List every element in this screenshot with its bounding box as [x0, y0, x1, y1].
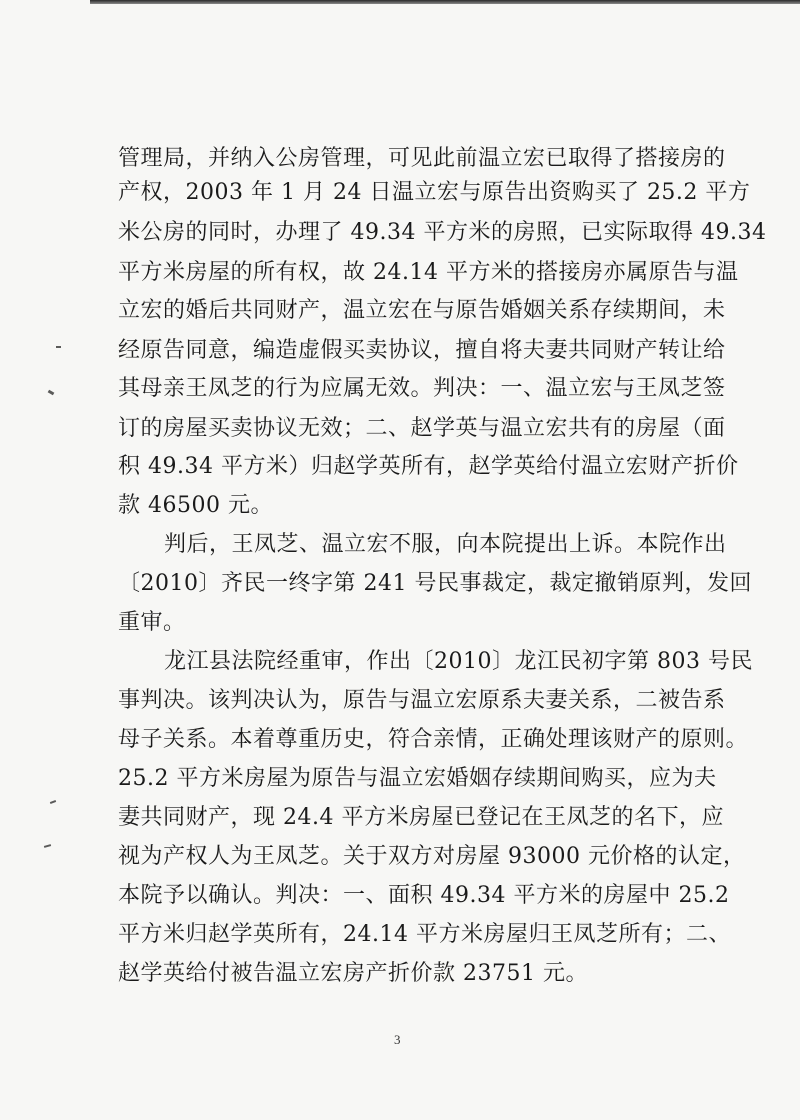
text-line: 视为产权人为王凤芝。关于双方对房屋 93000 元价格的认定，	[118, 844, 746, 869]
text-line: 积 49.34 平方米）归赵学英所有，赵学英给付温立宏财产折价	[118, 454, 739, 479]
scan-speck	[44, 844, 51, 848]
text-line: 本院予以确认。判决：一、面积 49.34 平方米的房屋中 25.2	[118, 883, 730, 908]
text-line: 龙江县法院经重审，作出〔2010〕龙江民初字第 803 号民	[164, 649, 753, 674]
text-line: 赵学英给付被告温立宏房产折价款 23751 元。	[118, 961, 588, 986]
text-line: 订的房屋买卖协议无效；二、赵学英与温立宏共有的房屋（面	[118, 416, 726, 441]
text-line: 事判决。该判决认为，原告与温立宏原系夫妻关系，二被告系	[118, 688, 726, 713]
text-line: 立宏的婚后共同财产，温立宏在与原告婚姻关系存续期间，未	[118, 298, 726, 323]
text-line: 米公房的同时，办理了 49.34 平方米的房照，已实际取得 49.34	[118, 220, 767, 245]
scan-speck	[48, 390, 55, 396]
text-line: 判后，王凤芝、温立宏不服，向本院提出上诉。本院作出	[164, 532, 727, 557]
text-line: 平方米房屋的所有权，故 24.14 平方米的搭接房亦属原告与温	[118, 260, 739, 285]
page-number: 3	[394, 1032, 401, 1047]
text-line: 重审。	[118, 610, 186, 635]
scan-speck	[50, 800, 56, 804]
text-line: 母子关系。本着尊重历史，符合亲情，正确处理该财产的原则。	[118, 727, 749, 752]
text-line: 款 46500 元。	[118, 493, 273, 518]
text-line: 其母亲王凤芝的行为应属无效。判决：一、温立宏与王凤芝签	[118, 376, 726, 401]
text-line: 25.2 平方米房屋为原告与温立宏婚姻存续期间购买，应为夫	[118, 766, 717, 791]
text-line: 妻共同财产，现 24.4 平方米房屋已登记在王凤芝的名下，应	[118, 805, 724, 830]
text-line: 〔2010〕齐民一终字第 241 号民事裁定，裁定撤销原判，发回	[118, 571, 752, 596]
text-line: 平方米归赵学英所有，24.14 平方米房屋归王凤芝所有；二、	[118, 922, 731, 947]
text-line: 经原告同意，编造虚假买卖协议，擅自将夫妻共同财产转让给	[118, 338, 726, 363]
text-line: 管理局，并纳入公房管理，可见此前温立宏已取得了搭接房的	[118, 146, 726, 171]
scan-speck	[56, 346, 61, 348]
text-line: 产权，2003 年 1 月 24 日温立宏与原告出资购买了 25.2 平方	[118, 180, 751, 205]
